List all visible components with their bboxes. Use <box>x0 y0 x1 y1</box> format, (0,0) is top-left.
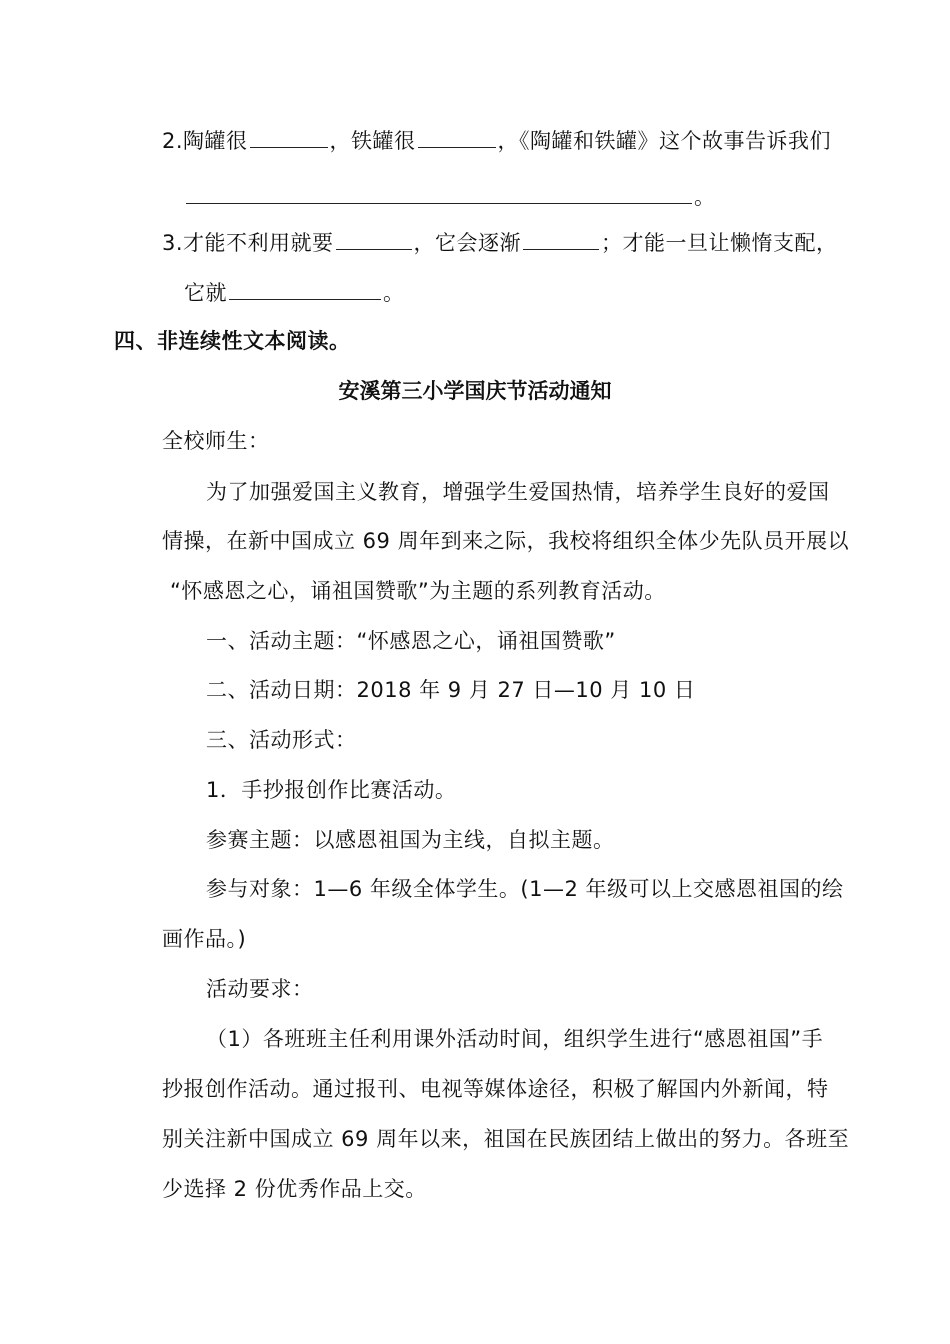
notice-intro-line-3: “怀感恩之心，诵祖国赞歌”为主题的系列教育活动。 <box>170 579 666 603</box>
notice-participants-line-1: 参与对象：1—6 年级全体学生。(1—2 年级可以上交感恩祖国的绘 <box>206 877 844 901</box>
question-3-line-1 <box>162 228 838 258</box>
q2-text-2: ，铁罐很 <box>329 129 416 153</box>
q2-blank-2[interactable] <box>418 126 496 148</box>
notice-form: 三、活动形式： <box>206 728 357 752</box>
notice-req1-line-3: 别关注新中国成立 69 周年以来，祖国在民族团结上做出的努力。各班至 <box>162 1127 850 1151</box>
question-3-line-2 <box>184 278 405 308</box>
q3-text-2: ，它会逐渐 <box>413 231 522 255</box>
question-2-line-1 <box>162 126 831 156</box>
notice-req1-line-4: 少选择 2 份优秀作品上交。 <box>162 1177 427 1201</box>
section-4-heading: 四、非连续性文本阅读。 <box>114 329 351 353</box>
q3-text-1: 3.才能不利用就要 <box>162 231 334 255</box>
q2-blank-3[interactable] <box>186 182 692 204</box>
notice-item-1: 1．手抄报创作比赛活动。 <box>206 778 457 802</box>
notice-req1-line-2: 抄报创作活动。通过报刊、电视等媒体途径，积极了解国内外新闻，特 <box>162 1077 829 1101</box>
q2-text-1: 2.陶罐很 <box>162 129 248 153</box>
notice-title: 安溪第三小学国庆节活动通知 <box>338 379 612 403</box>
notice-theme: 一、活动主题：“怀感恩之心，诵祖国赞歌” <box>206 629 616 653</box>
q3-blank-3[interactable] <box>229 278 381 300</box>
q3-text-4: 它就 <box>184 281 227 305</box>
notice-date: 二、活动日期：2018 年 9 月 27 日—10 月 10 日 <box>206 678 696 702</box>
q2-blank-1[interactable] <box>250 126 328 148</box>
notice-intro-line-1: 为了加强爱国主义教育，增强学生爱国热情，培养学生良好的爱国 <box>206 480 830 504</box>
notice-req1-line-1: （1）各班班主任利用课外活动时间，组织学生进行“感恩祖国”手 <box>206 1027 824 1051</box>
notice-contest-theme: 参赛主题：以感恩祖国为主线，自拟主题。 <box>206 828 615 852</box>
q3-text-5: 。 <box>383 281 405 305</box>
q3-blank-2[interactable] <box>523 228 599 250</box>
q2-text-4: 。 <box>694 185 716 209</box>
q2-text-3: ，《陶罐和铁罐》这个故事告诉我们 <box>497 129 832 153</box>
q3-blank-1[interactable] <box>336 228 412 250</box>
notice-intro-line-2: 情操，在新中国成立 69 周年到来之际，我校将组织全体少先队员开展以 <box>162 529 850 553</box>
notice-requirements: 活动要求： <box>206 977 314 1001</box>
q3-text-3: ；才能一旦让懒惰支配， <box>601 231 838 255</box>
notice-participants-line-2: 画作品。) <box>162 927 247 951</box>
notice-salutation: 全校师生： <box>162 429 270 453</box>
question-2-line-2 <box>184 182 716 212</box>
